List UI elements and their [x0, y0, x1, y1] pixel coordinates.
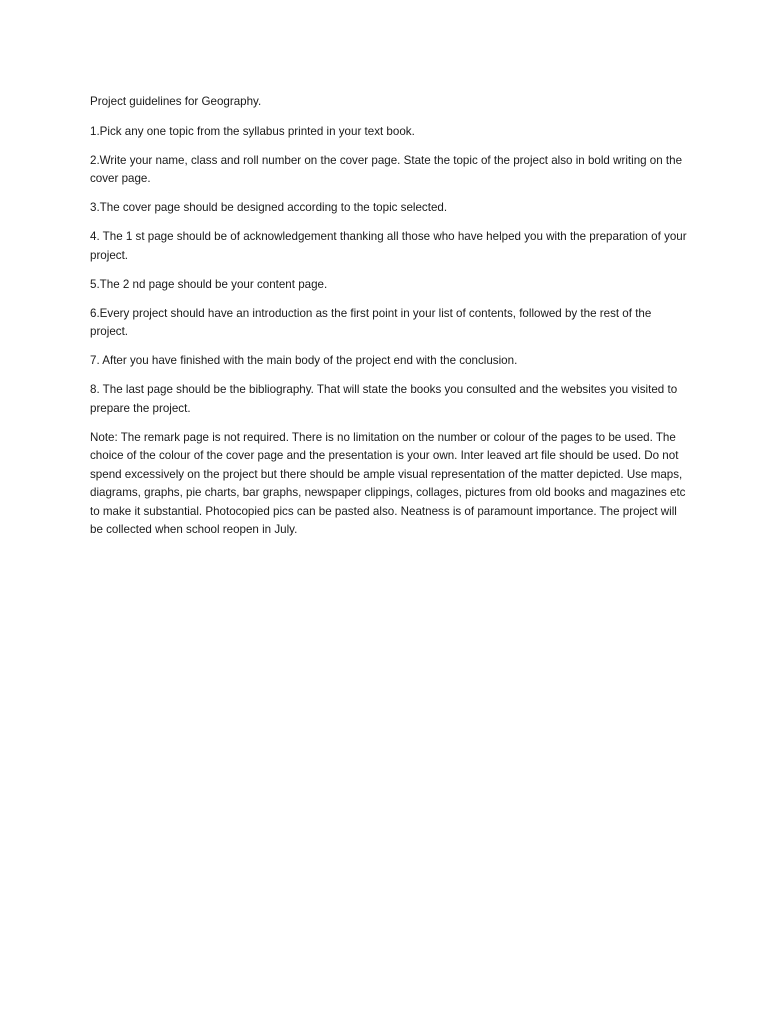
guideline-item-4: 4. The 1 st page should be of acknowledgement thanking all those who have helped you with the preparation of your project. [90, 230, 687, 262]
guideline-item-3: 3.The cover page should be designed according to the topic selected. [90, 201, 448, 214]
document-body [90, 93, 688, 550]
guideline-item-6: 6.Every project should have an introduction as the first point in your list of contents, followed by the rest of the project. [90, 306, 652, 338]
guideline-item-1: 1.Pick any one topic from the syllabus printed in your text book. [90, 124, 415, 138]
document-title: Project guidelines for Geography. [90, 95, 262, 108]
guideline-item-8: 8. The last page should be the bibliography. That will state the books you consulted and the websites you visited to prepare the project. [90, 383, 678, 415]
guideline-item-5: 5.The 2 nd page should be your content page. [90, 277, 328, 291]
guideline-item-7: 7. After you have finished with the main body of the project end with the conclusion. [90, 354, 518, 367]
note-paragraph: Note: The remark page is not required. There is no limitation on the number or colour of the pages to be used. The choice of the colour of the cover page and the presentation is your own. Inter leaved art file should be used. Do not spend excessively on the project but there should be ample visual representation of the matter depicted. Use maps, diagrams, graphs, pie charts, bar graphs, newspaper clippings, collages, pictures from old books and magazines etc to make it substantial. Photocopied pics can be pasted also. Neatness is of paramount importance. The project will be collected when school reopen in July. [90, 430, 686, 536]
guideline-item-2: 2.Write your name, class and roll number on the cover page. State the topic of the project also in bold writing on the cover page. [90, 153, 683, 185]
